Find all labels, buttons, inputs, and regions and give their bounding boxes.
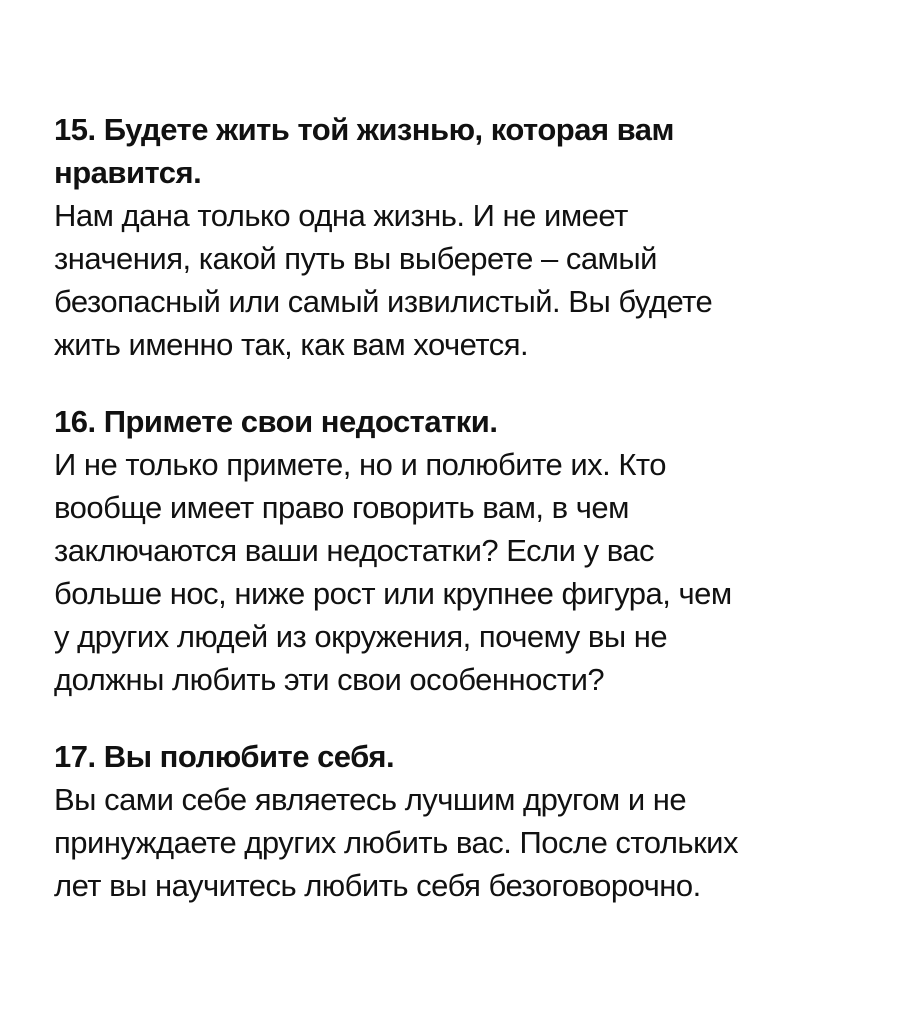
- section-body: [54, 443, 904, 701]
- heading-line: 17. Вы полюбите себя.: [54, 739, 395, 774]
- section-heading: [54, 108, 904, 194]
- section-15: [54, 108, 904, 366]
- body-line: жить именно так, как вам хочется.: [54, 327, 529, 362]
- heading-line: нравится.: [54, 155, 202, 190]
- section-17: [54, 735, 904, 907]
- body-line: больше нос, ниже рост или крупнее фигура, чем: [54, 576, 732, 611]
- section-16: [54, 400, 904, 701]
- body-line: значения, какой путь вы выберете – самый: [54, 241, 657, 276]
- body-line: заключаются ваши недостатки? Если у вас: [54, 533, 655, 568]
- body-line: лет вы научитесь любить себя безоговорочно.: [54, 868, 701, 903]
- section-body: [54, 778, 904, 907]
- heading-line: 16. Примете свои недостатки.: [54, 404, 498, 439]
- body-line: у других людей из окружения, почему вы не: [54, 619, 668, 654]
- body-line: И не только примете, но и полюбите их. Кто: [54, 447, 667, 482]
- body-line: вообще имеет право говорить вам, в чем: [54, 490, 629, 525]
- body-line: безопасный или самый извилистый. Вы будете: [54, 284, 713, 319]
- body-line: Вы сами себе являетесь лучшим другом и не: [54, 782, 687, 817]
- body-line: должны любить эти свои особенности?: [54, 662, 605, 697]
- article: [54, 108, 904, 941]
- body-line: принуждаете других любить вас. После стольких: [54, 825, 738, 860]
- section-heading: [54, 400, 904, 443]
- heading-line: 15. Будете жить той жизнью, которая вам: [54, 112, 674, 147]
- body-line: Нам дана только одна жизнь. И не имеет: [54, 198, 628, 233]
- section-body: [54, 194, 904, 366]
- section-heading: [54, 735, 904, 778]
